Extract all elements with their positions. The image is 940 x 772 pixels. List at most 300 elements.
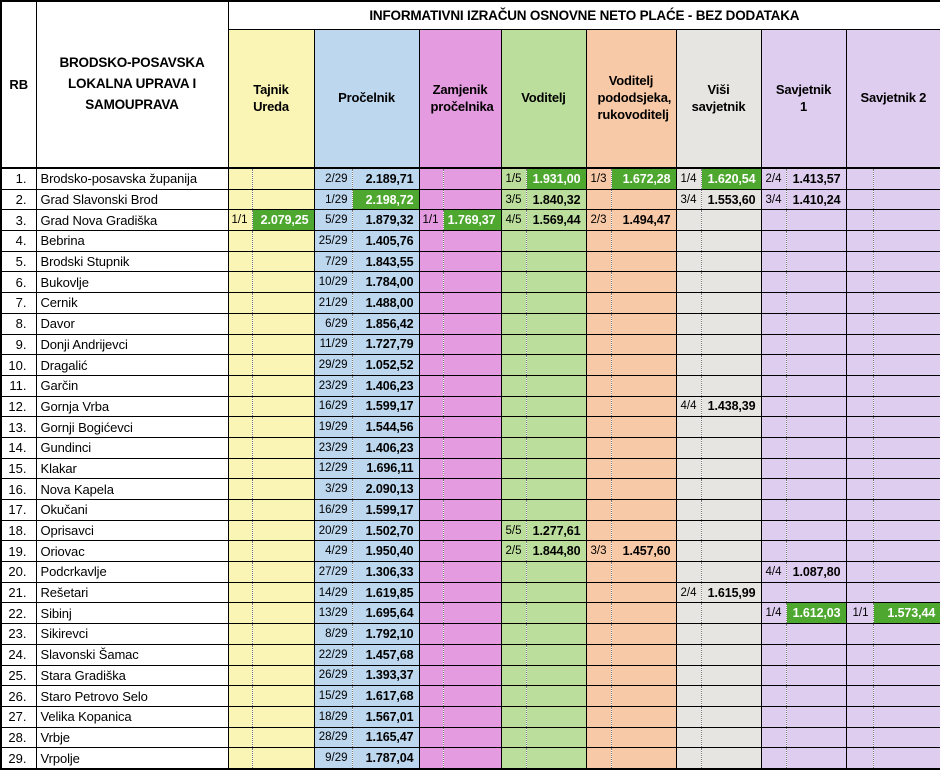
rank-cell-zamjenik <box>419 644 443 665</box>
municipality-name: Dragalić <box>36 355 228 376</box>
value-cell-pododsjek <box>611 251 676 272</box>
rank-cell-visi <box>676 293 701 314</box>
value-cell-voditelj <box>526 665 586 686</box>
value-cell-savjetnik1 <box>786 665 846 686</box>
rank-cell-procelnik: 29/29 <box>314 355 352 376</box>
value-cell-zamjenik <box>443 706 501 727</box>
value-cell-savjetnik1: 1.612,03 <box>786 603 846 624</box>
table-row <box>1 417 940 438</box>
value-cell-visi <box>701 272 761 293</box>
row-number: 10. <box>1 355 36 376</box>
row-number: 2. <box>1 189 36 210</box>
value-cell-visi <box>701 293 761 314</box>
municipality-name: Brodsko-posavska županija <box>36 168 228 189</box>
rank-cell-visi <box>676 520 701 541</box>
value-cell-savjetnik2 <box>873 437 940 458</box>
municipality-name: Stara Gradiška <box>36 665 228 686</box>
value-cell-voditelj <box>526 624 586 645</box>
rank-cell-pododsjek <box>586 748 611 769</box>
value-cell-procelnik: 1.544,56 <box>352 417 419 438</box>
value-cell-tajnik <box>252 334 314 355</box>
rank-cell-savjetnik2 <box>846 313 873 334</box>
rank-cell-procelnik: 18/29 <box>314 706 352 727</box>
value-cell-tajnik <box>252 375 314 396</box>
rank-cell-zamjenik <box>419 727 443 748</box>
value-cell-procelnik: 2.090,13 <box>352 479 419 500</box>
rank-cell-savjetnik1 <box>761 231 786 252</box>
rank-cell-pododsjek <box>586 479 611 500</box>
rank-cell-pododsjek <box>586 727 611 748</box>
value-cell-pododsjek <box>611 748 676 769</box>
value-cell-tajnik <box>252 313 314 334</box>
rank-cell-savjetnik1 <box>761 334 786 355</box>
rank-cell-tajnik <box>228 603 252 624</box>
rank-cell-voditelj: 2/5 <box>501 541 526 562</box>
rank-cell-visi <box>676 644 701 665</box>
rank-cell-savjetnik2 <box>846 500 873 521</box>
rank-cell-tajnik <box>228 375 252 396</box>
rank-cell-procelnik: 3/29 <box>314 479 352 500</box>
rank-cell-savjetnik2 <box>846 293 873 314</box>
row-number: 12. <box>1 396 36 417</box>
rank-cell-voditelj <box>501 417 526 438</box>
column-header-voditelj: Voditelj <box>501 30 586 169</box>
rank-cell-savjetnik1 <box>761 355 786 376</box>
value-cell-savjetnik1 <box>786 686 846 707</box>
municipality-name: Grad Slavonski Brod <box>36 189 228 210</box>
rank-cell-voditelj: 3/5 <box>501 189 526 210</box>
rank-cell-tajnik <box>228 706 252 727</box>
municipality-name: Gundinci <box>36 437 228 458</box>
rank-cell-pododsjek <box>586 603 611 624</box>
value-cell-zamjenik <box>443 251 501 272</box>
value-cell-savjetnik2 <box>873 520 940 541</box>
rank-cell-procelnik: 13/29 <box>314 603 352 624</box>
rank-cell-voditelj <box>501 706 526 727</box>
value-cell-savjetnik1 <box>786 582 846 603</box>
rank-cell-tajnik <box>228 168 252 189</box>
municipality-name: Staro Petrovo Selo <box>36 686 228 707</box>
value-cell-procelnik: 1.856,42 <box>352 313 419 334</box>
rank-cell-procelnik: 6/29 <box>314 313 352 334</box>
value-cell-pododsjek <box>611 727 676 748</box>
rank-cell-procelnik: 10/29 <box>314 272 352 293</box>
value-cell-pododsjek: 1.494,47 <box>611 210 676 231</box>
value-cell-visi <box>701 313 761 334</box>
row-number: 16. <box>1 479 36 500</box>
value-cell-savjetnik1 <box>786 706 846 727</box>
value-cell-visi <box>701 706 761 727</box>
rank-cell-savjetnik1: 4/4 <box>761 562 786 583</box>
municipality-name: Klakar <box>36 458 228 479</box>
rank-cell-procelnik: 14/29 <box>314 582 352 603</box>
table-row <box>1 396 940 417</box>
rank-cell-procelnik: 9/29 <box>314 748 352 769</box>
rank-cell-tajnik <box>228 500 252 521</box>
rank-cell-pododsjek <box>586 355 611 376</box>
value-cell-visi: 1.438,39 <box>701 396 761 417</box>
rank-cell-voditelj <box>501 293 526 314</box>
rank-cell-savjetnik1 <box>761 251 786 272</box>
value-cell-voditelj: 1.840,32 <box>526 189 586 210</box>
value-cell-pododsjek <box>611 520 676 541</box>
table-row <box>1 686 940 707</box>
rank-cell-pododsjek: 2/3 <box>586 210 611 231</box>
value-cell-voditelj <box>526 644 586 665</box>
rank-cell-tajnik <box>228 582 252 603</box>
column-header-savjetnik-2: Savjetnik 2 <box>846 30 940 169</box>
rank-cell-voditelj: 1/5 <box>501 168 526 189</box>
rank-cell-savjetnik1 <box>761 665 786 686</box>
rank-cell-savjetnik1 <box>761 313 786 334</box>
value-cell-savjetnik2: 1.573,44 <box>873 603 940 624</box>
value-cell-savjetnik1 <box>786 541 846 562</box>
value-cell-tajnik <box>252 706 314 727</box>
rank-cell-savjetnik1 <box>761 293 786 314</box>
rank-cell-zamjenik <box>419 313 443 334</box>
value-cell-visi <box>701 541 761 562</box>
rank-cell-visi <box>676 437 701 458</box>
row-number: 23. <box>1 624 36 645</box>
municipality-name: Sibinj <box>36 603 228 624</box>
rank-cell-savjetnik2 <box>846 251 873 272</box>
rank-cell-procelnik: 11/29 <box>314 334 352 355</box>
rank-cell-voditelj <box>501 500 526 521</box>
rank-cell-visi <box>676 313 701 334</box>
value-cell-savjetnik2 <box>873 293 940 314</box>
row-number: 19. <box>1 541 36 562</box>
value-cell-procelnik: 1.695,64 <box>352 603 419 624</box>
rank-cell-savjetnik1: 3/4 <box>761 189 786 210</box>
rank-cell-visi <box>676 458 701 479</box>
value-cell-procelnik: 1.052,52 <box>352 355 419 376</box>
rank-cell-zamjenik <box>419 686 443 707</box>
rank-cell-tajnik <box>228 458 252 479</box>
rank-cell-savjetnik1 <box>761 479 786 500</box>
rank-cell-pododsjek: 3/3 <box>586 541 611 562</box>
table-row <box>1 272 940 293</box>
value-cell-procelnik: 1.950,40 <box>352 541 419 562</box>
value-cell-tajnik <box>252 665 314 686</box>
row-number: 6. <box>1 272 36 293</box>
value-cell-visi <box>701 458 761 479</box>
value-cell-zamjenik <box>443 313 501 334</box>
rank-cell-voditelj: 5/5 <box>501 520 526 541</box>
value-cell-savjetnik1 <box>786 231 846 252</box>
value-cell-pododsjek <box>611 231 676 252</box>
rank-cell-visi <box>676 210 701 231</box>
value-cell-savjetnik2 <box>873 562 940 583</box>
value-cell-savjetnik1: 1.410,24 <box>786 189 846 210</box>
value-cell-voditelj: 1.844,80 <box>526 541 586 562</box>
municipality-name: Oprisavci <box>36 520 228 541</box>
value-cell-tajnik: 2.079,25 <box>252 210 314 231</box>
value-cell-zamjenik <box>443 520 501 541</box>
municipality-name: Vrpolje <box>36 748 228 769</box>
value-cell-pododsjek <box>611 479 676 500</box>
table-row <box>1 541 940 562</box>
value-cell-savjetnik2 <box>873 644 940 665</box>
rank-cell-tajnik <box>228 520 252 541</box>
rank-cell-tajnik <box>228 272 252 293</box>
municipality-name: Slavonski Šamac <box>36 644 228 665</box>
rank-cell-savjetnik2 <box>846 458 873 479</box>
rank-cell-savjetnik1 <box>761 541 786 562</box>
rank-cell-tajnik <box>228 417 252 438</box>
rank-cell-zamjenik <box>419 624 443 645</box>
value-cell-procelnik: 1.784,00 <box>352 272 419 293</box>
value-cell-procelnik: 1.165,47 <box>352 727 419 748</box>
rank-cell-tajnik <box>228 541 252 562</box>
value-cell-pododsjek <box>611 624 676 645</box>
value-cell-pododsjek <box>611 562 676 583</box>
value-cell-tajnik <box>252 686 314 707</box>
value-cell-visi <box>701 417 761 438</box>
rb-column-header: RB <box>1 1 36 168</box>
rank-cell-pododsjek <box>586 562 611 583</box>
rank-cell-pododsjek <box>586 396 611 417</box>
value-cell-visi: 1.620,54 <box>701 168 761 189</box>
value-cell-procelnik: 1.617,68 <box>352 686 419 707</box>
value-cell-visi <box>701 479 761 500</box>
rank-cell-visi <box>676 727 701 748</box>
value-cell-procelnik: 1.696,11 <box>352 458 419 479</box>
rank-cell-zamjenik <box>419 251 443 272</box>
rank-cell-zamjenik <box>419 458 443 479</box>
value-cell-voditelj <box>526 582 586 603</box>
value-cell-procelnik: 1.405,76 <box>352 231 419 252</box>
value-cell-procelnik: 1.306,33 <box>352 562 419 583</box>
rank-cell-procelnik: 20/29 <box>314 520 352 541</box>
value-cell-procelnik: 1.599,17 <box>352 396 419 417</box>
value-cell-pododsjek <box>611 313 676 334</box>
rank-cell-savjetnik2 <box>846 644 873 665</box>
rank-cell-voditelj <box>501 334 526 355</box>
rank-cell-pododsjek <box>586 189 611 210</box>
rank-cell-tajnik: 1/1 <box>228 210 252 231</box>
rank-cell-savjetnik2 <box>846 665 873 686</box>
rank-cell-procelnik: 21/29 <box>314 293 352 314</box>
rank-cell-procelnik: 5/29 <box>314 210 352 231</box>
rank-cell-savjetnik2 <box>846 748 873 769</box>
rank-cell-visi <box>676 706 701 727</box>
row-number: 18. <box>1 520 36 541</box>
table-row <box>1 458 940 479</box>
value-cell-tajnik <box>252 458 314 479</box>
row-number: 9. <box>1 334 36 355</box>
value-cell-pododsjek <box>611 665 676 686</box>
value-cell-pododsjek <box>611 375 676 396</box>
rank-cell-voditelj <box>501 458 526 479</box>
value-cell-savjetnik2 <box>873 168 940 189</box>
value-cell-tajnik <box>252 272 314 293</box>
municipality-name: Velika Kopanica <box>36 706 228 727</box>
table-row <box>1 210 940 231</box>
value-cell-visi <box>701 686 761 707</box>
row-number: 5. <box>1 251 36 272</box>
table-row <box>1 334 940 355</box>
rank-cell-savjetnik2 <box>846 706 873 727</box>
rank-cell-tajnik <box>228 479 252 500</box>
value-cell-visi <box>701 665 761 686</box>
value-cell-voditelj <box>526 437 586 458</box>
value-cell-savjetnik2 <box>873 189 940 210</box>
value-cell-zamjenik <box>443 748 501 769</box>
municipality-name: Grad Nova Gradiška <box>36 210 228 231</box>
value-cell-savjetnik1 <box>786 417 846 438</box>
rank-cell-savjetnik1: 1/4 <box>761 603 786 624</box>
rank-cell-zamjenik <box>419 375 443 396</box>
rank-cell-voditelj <box>501 748 526 769</box>
row-number: 27. <box>1 706 36 727</box>
rank-cell-visi: 3/4 <box>676 189 701 210</box>
table-row <box>1 520 940 541</box>
rank-cell-pododsjek <box>586 665 611 686</box>
value-cell-tajnik <box>252 189 314 210</box>
value-cell-voditelj <box>526 313 586 334</box>
row-number: 7. <box>1 293 36 314</box>
table-row <box>1 665 940 686</box>
value-cell-savjetnik2 <box>873 210 940 231</box>
table-row <box>1 706 940 727</box>
value-cell-savjetnik2 <box>873 500 940 521</box>
municipality-name: Oriovac <box>36 541 228 562</box>
value-cell-voditelj: 1.277,61 <box>526 520 586 541</box>
value-cell-savjetnik2 <box>873 417 940 438</box>
value-cell-pododsjek <box>611 417 676 438</box>
rank-cell-savjetnik1 <box>761 396 786 417</box>
rank-cell-savjetnik2 <box>846 562 873 583</box>
rank-cell-tajnik <box>228 748 252 769</box>
table-row <box>1 293 940 314</box>
value-cell-pododsjek <box>611 603 676 624</box>
column-header-voditelj-pododsjeka: Voditelj pododsjeka, rukovoditelj <box>586 30 676 169</box>
value-cell-zamjenik: 1.769,37 <box>443 210 501 231</box>
rank-cell-visi <box>676 479 701 500</box>
value-cell-savjetnik1 <box>786 334 846 355</box>
value-cell-savjetnik2 <box>873 541 940 562</box>
value-cell-visi <box>701 231 761 252</box>
value-cell-zamjenik <box>443 231 501 252</box>
rank-cell-voditelj <box>501 644 526 665</box>
rank-cell-voditelj <box>501 603 526 624</box>
table-title: INFORMATIVNI IZRAČUN OSNOVNE NETO PLAĆE - BEZ DODATAKA <box>228 1 940 30</box>
rank-cell-savjetnik1 <box>761 210 786 231</box>
rank-cell-voditelj <box>501 231 526 252</box>
value-cell-visi <box>701 727 761 748</box>
value-cell-savjetnik2 <box>873 231 940 252</box>
value-cell-savjetnik1 <box>786 458 846 479</box>
value-cell-visi: 1.615,99 <box>701 582 761 603</box>
municipality-name: Okučani <box>36 500 228 521</box>
rank-cell-zamjenik <box>419 272 443 293</box>
value-cell-zamjenik <box>443 582 501 603</box>
row-number: 3. <box>1 210 36 231</box>
value-cell-savjetnik2 <box>873 375 940 396</box>
value-cell-savjetnik1 <box>786 624 846 645</box>
row-number: 28. <box>1 727 36 748</box>
row-number: 11. <box>1 375 36 396</box>
rank-cell-visi <box>676 355 701 376</box>
rank-cell-zamjenik <box>419 582 443 603</box>
value-cell-zamjenik <box>443 686 501 707</box>
rank-cell-procelnik: 23/29 <box>314 437 352 458</box>
rank-cell-tajnik <box>228 437 252 458</box>
value-cell-visi <box>701 624 761 645</box>
table-row <box>1 500 940 521</box>
rank-cell-zamjenik <box>419 479 443 500</box>
value-cell-voditelj <box>526 562 586 583</box>
rank-cell-procelnik: 12/29 <box>314 458 352 479</box>
rank-cell-pododsjek <box>586 644 611 665</box>
value-cell-visi <box>701 500 761 521</box>
rank-cell-voditelj <box>501 562 526 583</box>
rank-cell-savjetnik2 <box>846 334 873 355</box>
rank-cell-pododsjek <box>586 272 611 293</box>
value-cell-tajnik <box>252 603 314 624</box>
rank-cell-voditelj <box>501 437 526 458</box>
value-cell-savjetnik2 <box>873 624 940 645</box>
rank-cell-visi <box>676 748 701 769</box>
value-cell-tajnik <box>252 582 314 603</box>
rank-cell-procelnik: 28/29 <box>314 727 352 748</box>
rank-cell-savjetnik2 <box>846 231 873 252</box>
value-cell-tajnik <box>252 624 314 645</box>
rank-cell-savjetnik2 <box>846 396 873 417</box>
value-cell-visi <box>701 251 761 272</box>
rank-cell-tajnik <box>228 396 252 417</box>
value-cell-zamjenik <box>443 355 501 376</box>
rank-cell-procelnik: 26/29 <box>314 665 352 686</box>
value-cell-savjetnik2 <box>873 665 940 686</box>
value-cell-pododsjek <box>611 458 676 479</box>
value-cell-savjetnik2 <box>873 686 940 707</box>
rank-cell-visi <box>676 334 701 355</box>
municipality-name: Bebrina <box>36 231 228 252</box>
value-cell-tajnik <box>252 644 314 665</box>
rank-cell-procelnik: 25/29 <box>314 231 352 252</box>
value-cell-tajnik <box>252 231 314 252</box>
rank-cell-tajnik <box>228 686 252 707</box>
value-cell-savjetnik1 <box>786 644 846 665</box>
value-cell-visi <box>701 562 761 583</box>
value-cell-voditelj <box>526 727 586 748</box>
table-body <box>1 168 940 769</box>
column-header-tajnik-ureda: Tajnik Ureda <box>228 30 314 169</box>
rank-cell-pododsjek <box>586 313 611 334</box>
rank-cell-procelnik: 27/29 <box>314 562 352 583</box>
rank-cell-zamjenik <box>419 437 443 458</box>
table-row <box>1 437 940 458</box>
value-cell-voditelj <box>526 748 586 769</box>
rank-cell-visi: 4/4 <box>676 396 701 417</box>
rank-cell-procelnik: 15/29 <box>314 686 352 707</box>
rank-cell-savjetnik2 <box>846 541 873 562</box>
value-cell-pododsjek <box>611 355 676 376</box>
value-cell-visi <box>701 355 761 376</box>
rank-cell-savjetnik1 <box>761 748 786 769</box>
rank-cell-savjetnik1 <box>761 437 786 458</box>
rank-cell-procelnik: 23/29 <box>314 375 352 396</box>
value-cell-tajnik <box>252 251 314 272</box>
value-cell-savjetnik1 <box>786 520 846 541</box>
value-cell-procelnik: 2.198,72 <box>352 189 419 210</box>
rank-cell-zamjenik <box>419 541 443 562</box>
value-cell-visi <box>701 520 761 541</box>
value-cell-zamjenik <box>443 293 501 314</box>
value-cell-voditelj: 1.931,00 <box>526 168 586 189</box>
value-cell-visi <box>701 210 761 231</box>
